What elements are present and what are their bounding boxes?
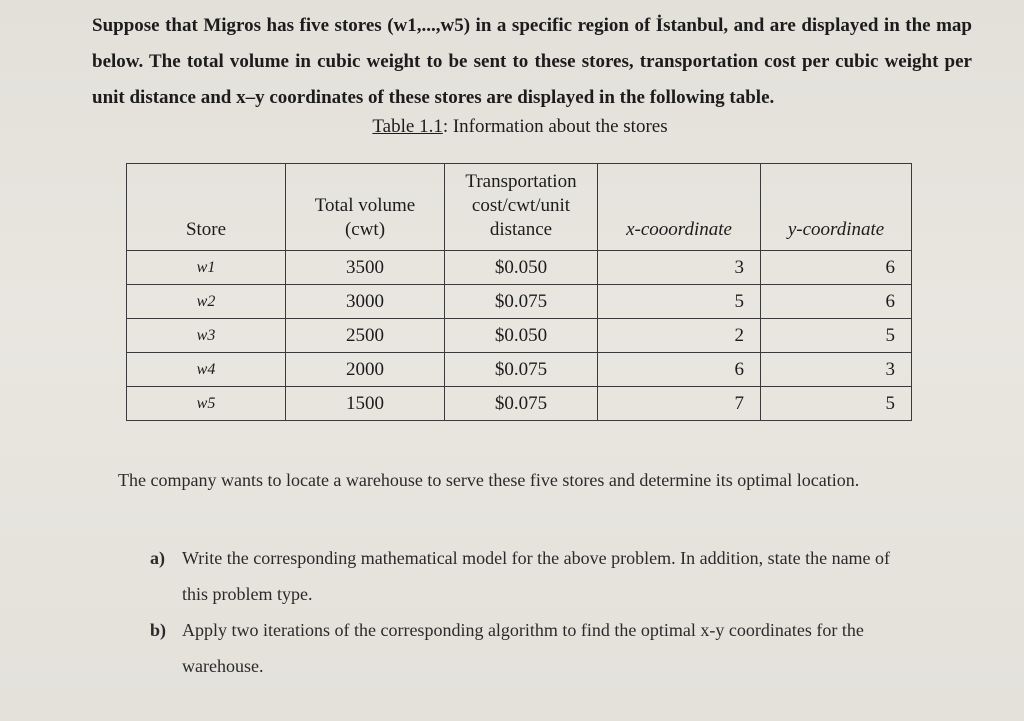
- table-caption: [0, 116, 1024, 138]
- cell-store: w1: [127, 251, 286, 285]
- table-caption-label: Table 1.1: [372, 116, 443, 137]
- table-row: [127, 319, 912, 353]
- table-row: [127, 251, 912, 285]
- question-text: Apply two iterations of the corresponding algorithm to find the optimal x-y coordinates for the warehouse.: [182, 620, 864, 676]
- question-label: a): [150, 548, 165, 568]
- cell-store: w4: [127, 353, 286, 387]
- table-caption-text: : Information about the stores: [442, 116, 668, 137]
- cell-y: 6: [761, 285, 912, 319]
- cell-x: 2: [598, 319, 761, 353]
- table-row: [127, 387, 912, 421]
- table-row: [127, 353, 912, 387]
- cell-y: 3: [761, 353, 912, 387]
- cell-x: 6: [598, 353, 761, 387]
- cell-y: 5: [761, 387, 912, 421]
- cell-y: 6: [761, 251, 912, 285]
- cell-cost: $0.075: [445, 387, 598, 421]
- table-row: [127, 285, 912, 319]
- cell-x: 3: [598, 251, 761, 285]
- cell-volume: 1500: [286, 387, 445, 421]
- cell-cost: $0.050: [445, 319, 598, 353]
- problem-intro: [92, 8, 972, 116]
- cell-store: w2: [127, 285, 286, 319]
- question-text: Write the corresponding mathematical model for the above problem. In addition, state the name of this problem type.: [182, 548, 891, 604]
- cell-volume: 3000: [286, 285, 445, 319]
- question-label: b): [150, 620, 167, 640]
- cell-volume: 2000: [286, 353, 445, 387]
- cell-y: 5: [761, 319, 912, 353]
- header-volume: Total volume (cwt): [286, 164, 445, 251]
- question-list: [150, 540, 920, 684]
- statement-paragraph: The company wants to locate a warehouse to serve these five stores and determine its optimal location.: [118, 470, 860, 490]
- header-store: Store: [127, 164, 286, 251]
- question-b: [150, 612, 920, 684]
- header-cost: Transportation cost/cwt/unit distance: [445, 164, 598, 251]
- header-y: y-coordinate: [761, 164, 912, 251]
- question-a: [150, 540, 920, 612]
- store-info-table: [126, 163, 912, 421]
- cell-x: 5: [598, 285, 761, 319]
- cell-cost: $0.075: [445, 285, 598, 319]
- intro-paragraph: Suppose that Migros has five stores (w1,...,w5) in a specific region of İstanbul, and are displayed in the map below. The total volume in cubic weight to be sent to these stores, transportation cost per cubic weight per unit distance and x–y coordinates of these stores are displayed in the following table.: [92, 15, 972, 108]
- table-header-row: [127, 164, 912, 251]
- cell-volume: 3500: [286, 251, 445, 285]
- cell-cost: $0.050: [445, 251, 598, 285]
- cell-volume: 2500: [286, 319, 445, 353]
- cell-x: 7: [598, 387, 761, 421]
- header-x: x-cooordinate: [598, 164, 761, 251]
- cell-store: w5: [127, 387, 286, 421]
- cell-cost: $0.075: [445, 353, 598, 387]
- problem-statement: [118, 462, 918, 498]
- cell-store: w3: [127, 319, 286, 353]
